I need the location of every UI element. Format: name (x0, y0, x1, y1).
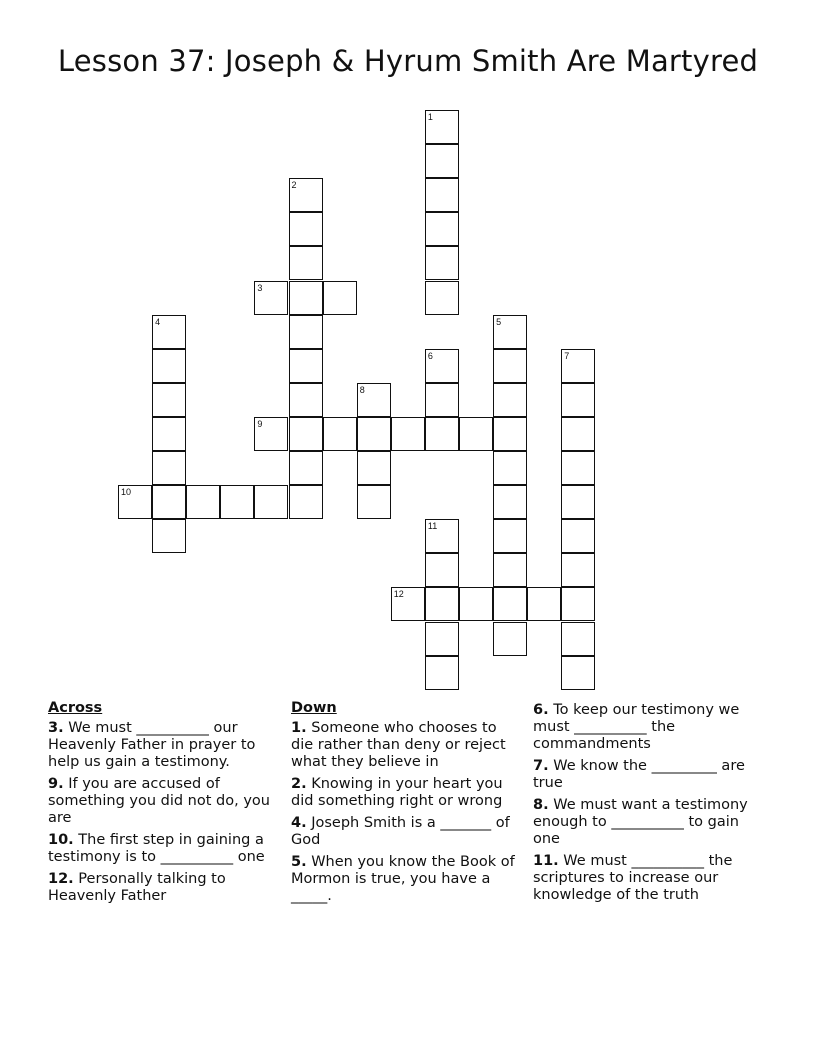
clue-text: We must __________ our Heavenly Father in prayer to help us gain a testimony. (48, 720, 256, 770)
clue-text: Knowing in your heart you did something right or wrong (291, 776, 503, 809)
clue-text: We must __________ the scriptures to increase our knowledge of the truth (533, 853, 733, 903)
grid-cell[interactable] (357, 451, 391, 485)
clue-down-1 (291, 720, 519, 771)
grid-cell[interactable] (561, 485, 595, 519)
clues-across (48, 700, 270, 910)
clue-down-4 (291, 815, 519, 849)
clue-across-10 (48, 832, 270, 866)
grid-cell[interactable] (561, 519, 595, 553)
grid-number: 1 (427, 112, 433, 122)
clue-number: 4. (291, 815, 307, 831)
grid-cell[interactable] (152, 417, 186, 451)
grid-cell[interactable] (493, 383, 527, 417)
clue-number: 3. (48, 720, 64, 736)
clue-across-12 (48, 871, 270, 905)
grid-cell[interactable] (152, 383, 186, 417)
grid-cell[interactable] (459, 587, 493, 621)
grid-cell[interactable] (289, 212, 323, 246)
clue-down-7 (533, 758, 755, 792)
grid-cell[interactable] (493, 622, 527, 656)
grid-number: 4 (155, 316, 161, 327)
grid-cell[interactable] (527, 587, 561, 621)
grid-cell[interactable] (493, 485, 527, 519)
clue-text: If you are accused of something you did not do, you are (48, 776, 270, 826)
grid-cell[interactable] (391, 417, 425, 451)
grid-cell[interactable] (561, 587, 595, 621)
across-heading: Across (48, 700, 103, 716)
clue-number: 12. (48, 871, 74, 887)
clue-number: 5. (291, 854, 307, 870)
grid-cell[interactable] (289, 383, 323, 417)
clue-number: 2. (291, 776, 307, 792)
clue-text: The first step in gaining a testimony is to __________ one (48, 832, 265, 865)
grid-cell[interactable] (425, 212, 459, 246)
grid-cell[interactable] (561, 417, 595, 451)
grid-cell[interactable] (493, 417, 527, 451)
grid-cell[interactable] (289, 451, 323, 485)
clue-across-3 (48, 720, 270, 771)
clue-text: When you know the Book of Mormon is true, you have a _____. (291, 854, 515, 904)
clue-down-6 (533, 702, 755, 753)
grid-cell[interactable] (289, 246, 323, 280)
clues-down-1 (291, 700, 519, 910)
clue-down-5 (291, 854, 519, 905)
grid-cell[interactable] (561, 656, 595, 690)
grid-cell[interactable] (152, 485, 186, 519)
grid-cell[interactable] (289, 281, 323, 315)
grid-cell[interactable] (323, 281, 357, 315)
grid-number: 10 (121, 487, 132, 498)
grid-cell[interactable] (425, 144, 459, 178)
grid-number: 5 (496, 316, 502, 327)
grid-cell[interactable] (357, 485, 391, 519)
grid-number: 12 (393, 589, 404, 600)
grid-cell[interactable] (493, 349, 527, 383)
grid-cell[interactable] (493, 587, 527, 621)
clue-down-2 (291, 776, 519, 810)
grid-cell[interactable] (561, 622, 595, 656)
grid-cell[interactable] (425, 281, 459, 315)
grid-number: 9 (257, 418, 263, 429)
grid-cell[interactable] (289, 417, 323, 451)
grid-cell[interactable] (561, 553, 595, 587)
grid-cell[interactable] (493, 553, 527, 587)
grid-cell[interactable] (425, 587, 459, 621)
grid-cell[interactable] (323, 417, 357, 451)
grid-cell[interactable] (152, 451, 186, 485)
grid-number: 3 (257, 282, 263, 293)
clue-text: We know the _________ are true (533, 758, 745, 791)
clue-text: Personally talking to Heavenly Father (48, 871, 226, 904)
grid-cell[interactable] (152, 349, 186, 383)
grid-number: 7 (564, 350, 570, 361)
grid-cell[interactable] (425, 246, 459, 280)
clue-number: 1. (291, 720, 307, 736)
clue-number: 11. (533, 853, 559, 869)
clue-text: Someone who chooses to die rather than deny or reject what they believe in (291, 720, 506, 770)
clues-down-2 (533, 702, 755, 909)
grid-cell[interactable] (561, 383, 595, 417)
clue-across-9 (48, 776, 270, 827)
page-title: Lesson 37: Joseph & Hyrum Smith Are Martyred (57, 44, 759, 78)
grid-cell[interactable] (425, 656, 459, 690)
grid-cell[interactable] (220, 485, 254, 519)
grid-cell[interactable] (425, 383, 459, 417)
grid-number: 11 (427, 521, 438, 532)
down-heading: Down (291, 700, 337, 716)
grid-cell[interactable] (425, 417, 459, 451)
clue-text: Joseph Smith is a _______ of God (291, 815, 510, 848)
grid-number: 6 (427, 350, 433, 361)
grid-number: 8 (359, 384, 365, 395)
clue-number: 9. (48, 776, 64, 792)
grid-cell[interactable] (561, 451, 595, 485)
grid-cell[interactable] (459, 417, 493, 451)
grid-cell[interactable] (357, 417, 391, 451)
clue-text: We must want a testimony enough to __________ to gain one (533, 797, 748, 847)
clue-number: 7. (533, 758, 549, 774)
grid-cell[interactable] (425, 622, 459, 656)
grid-cell[interactable] (152, 519, 186, 553)
grid-cell[interactable] (289, 349, 323, 383)
grid-number: 2 (291, 180, 297, 191)
grid-cell[interactable] (493, 519, 527, 553)
grid-cell[interactable] (289, 315, 323, 349)
grid-cell[interactable] (425, 178, 459, 212)
grid-cell[interactable] (493, 451, 527, 485)
clue-number: 8. (533, 797, 549, 813)
grid-cell[interactable] (254, 485, 288, 519)
grid-cell[interactable] (425, 553, 459, 587)
clue-text: To keep our testimony we must __________ the commandments (533, 702, 740, 752)
clue-number: 6. (533, 702, 549, 718)
clue-number: 10. (48, 832, 74, 848)
grid-cell[interactable] (186, 485, 220, 519)
grid-cell[interactable] (289, 485, 323, 519)
clue-down-11 (533, 853, 755, 904)
clue-down-8 (533, 797, 755, 848)
